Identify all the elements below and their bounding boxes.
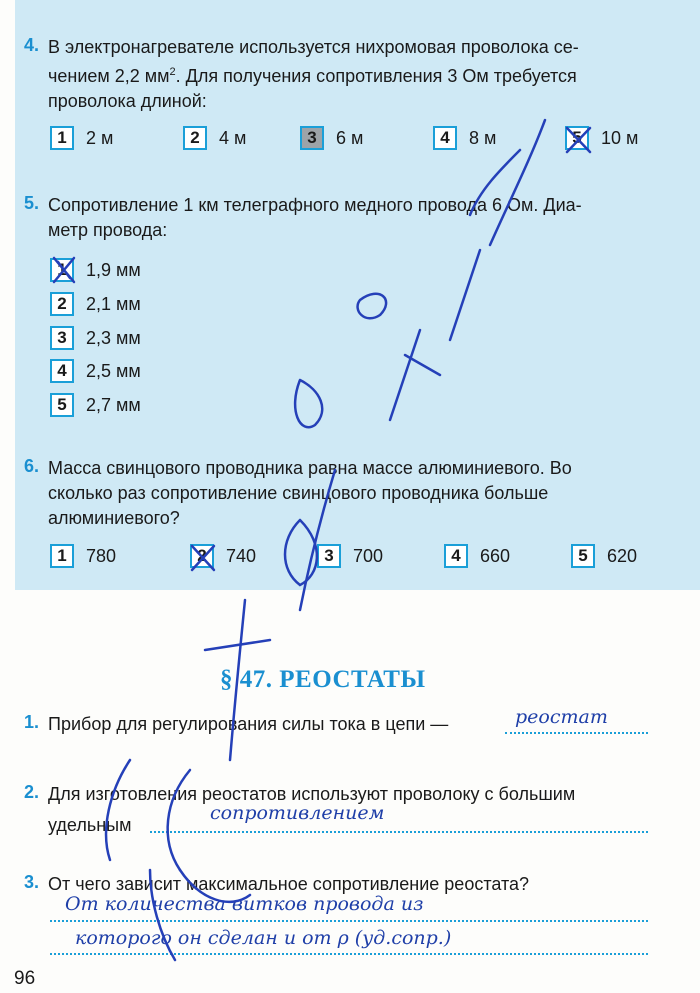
question-number: 5.: [24, 193, 40, 213]
answer-option-selected[interactable]: 1 1,9 мм: [50, 258, 141, 282]
answer-option[interactable]: 4 8 м: [433, 126, 496, 150]
item-text: Для изготовления реостатов используют проволоку с большим удельным: [48, 784, 576, 835]
question-text: Масса свинцового проводника равна массе алюминиевого. Во сколько раз сопротивление свинцового проводника больше алюминиевого?: [48, 458, 572, 528]
question-number: 4.: [24, 35, 40, 55]
section-heading: § 47. РЕОСТАТЫ: [220, 666, 426, 693]
answer-line[interactable]: [50, 953, 648, 955]
question-number: 6.: [24, 456, 40, 476]
handwritten-answer: От количества витков провода из: [65, 893, 424, 915]
answer-line[interactable]: [150, 831, 648, 833]
answer-option[interactable]: 1 780: [50, 544, 116, 568]
question-text: Сопротивление 1 км телеграфного медного провода 6 Ом. Диа- метр провода:: [48, 195, 582, 240]
handwritten-answer: которого он сделан и от ρ (уд.сопр.): [75, 927, 452, 949]
answer-option[interactable]: 1 2 м: [50, 126, 113, 150]
answer-option[interactable]: 5 10 м: [565, 126, 638, 150]
answer-line[interactable]: [50, 920, 648, 922]
answer-option-selected[interactable]: 2 740: [190, 544, 256, 568]
item-text: Прибор для регулирования силы тока в цепи —: [48, 714, 449, 734]
page-number: 96: [14, 968, 36, 989]
item-number: 2.: [24, 782, 40, 802]
item-text: От чего зависит максимальное сопротивление реостата?: [48, 874, 530, 894]
answer-option[interactable]: 3 700: [317, 544, 383, 568]
question-text: В электронагревателе используется нихромовая проволока се- чением 2,2 $мм^2$. Для получения сопротивления 3 Ом требуется проволока длиной:: [48, 37, 579, 111]
answer-option[interactable]: 5 2,7 мм: [50, 393, 141, 417]
answer-option[interactable]: 2 4 м: [183, 126, 246, 150]
item-number: 3.: [24, 872, 40, 892]
answer-option[interactable]: 4 2,5 мм: [50, 359, 141, 383]
handwritten-answer: сопротивлением: [210, 802, 385, 824]
answer-option-selected[interactable]: 3 6 м: [300, 126, 363, 150]
answer-option[interactable]: 4 660: [444, 544, 510, 568]
answer-option[interactable]: 3 2,3 мм: [50, 326, 141, 350]
answer-option[interactable]: 2 2,1 мм: [50, 292, 141, 316]
answer-option[interactable]: 5 620: [571, 544, 637, 568]
item-number: 1.: [24, 712, 40, 732]
handwritten-answer: реостат: [515, 706, 608, 728]
answer-line[interactable]: [505, 732, 648, 734]
